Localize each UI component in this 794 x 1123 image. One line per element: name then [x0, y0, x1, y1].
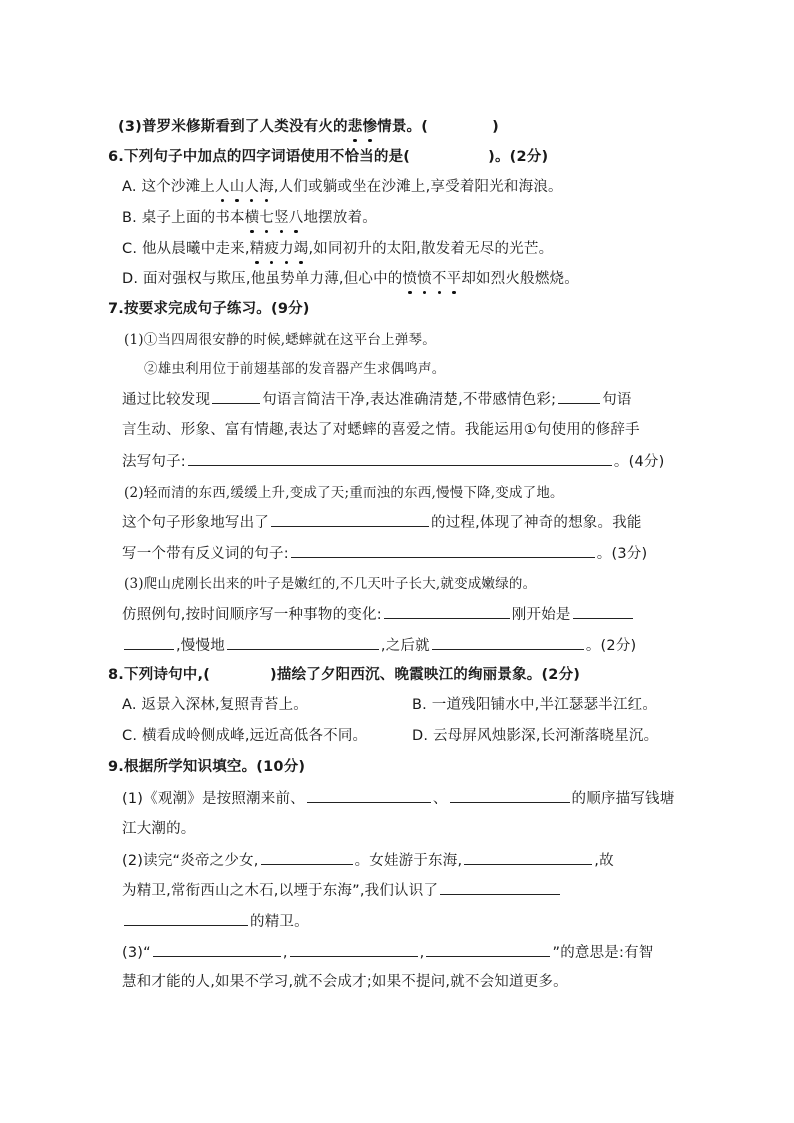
dotted-char: 海	[259, 179, 274, 195]
q7-line-4	[122, 512, 642, 533]
q7-p4a: 这个句子形象地写出了	[122, 515, 269, 531]
q7-p7c: 。(2分)	[585, 638, 637, 654]
q9-title: 9.根据所学知识填空。(10分)	[108, 759, 306, 775]
q7-line-3	[122, 451, 664, 472]
q6-d-post: 却如烈火般燃烧。	[461, 271, 579, 287]
q7-p3b: 。(4分)	[613, 454, 665, 470]
q9-line-4	[122, 880, 562, 901]
q5-item3-rest: 情景。(	[377, 119, 429, 135]
dotted-char: 竖	[274, 210, 289, 226]
answer-blank[interactable]	[440, 880, 560, 895]
dotted-char: 竭	[293, 241, 309, 257]
q7-p4b: 的过程,体现了神奇的想象。我能	[431, 515, 642, 531]
dotted-char: 不	[431, 271, 447, 287]
q9-l3b: 。女娃游于东海,	[354, 853, 463, 869]
q7-p7b: ,之后就	[380, 638, 430, 654]
answer-blank[interactable]	[450, 788, 570, 803]
dotted-char: 七	[259, 210, 275, 226]
q6-stem-a: 6.下列句子中加点的四字词语使用不恰当的是(	[108, 149, 411, 165]
q7-p6b: 刚开始是	[511, 607, 571, 623]
q9-line-3	[122, 850, 614, 871]
answer-blank[interactable]	[227, 635, 379, 650]
answer-blank[interactable]	[261, 850, 353, 865]
q6-c-post: ,如同初升的太阳,散发着无尽的光芒。	[308, 241, 554, 257]
q8-option-a: A. 返景入深林,复照青苔上。	[122, 697, 308, 713]
answer-blank[interactable]	[271, 512, 429, 527]
q8-option-c: C. 横看成岭侧成峰,远近高低各不同。	[122, 728, 368, 744]
answer-blank[interactable]	[573, 604, 633, 619]
dotted-char: 八	[288, 210, 304, 226]
answer-blank[interactable]	[464, 850, 592, 865]
q9-l4a: 为精卫,常衔西山之木石,以堙于东海”,我们认识了	[122, 883, 439, 899]
answer-blank[interactable]	[212, 389, 260, 404]
q8-stem-a: 8.下列诗句中,(	[108, 667, 211, 683]
q7-sentence-1b: ②雄虫利用位于前翅基部的发音器产生求偶鸣声。	[144, 361, 446, 377]
q7-line-6	[122, 604, 635, 625]
answer-blank[interactable]	[124, 635, 174, 650]
dotted-char: 人	[214, 179, 230, 195]
q7-p1a: 通过比较发现	[122, 392, 211, 408]
q7-line-5	[122, 543, 647, 564]
q6-a-post: ,人们或躺或坐在沙滩上,享受着阳光和海浪。	[273, 179, 563, 195]
q6-stem-b: )。(2分)	[488, 149, 549, 165]
q8-option-d: D. 云母屏风烛影深,长河渐落晓星沉。	[412, 728, 659, 744]
q9-l1b: 、	[432, 791, 448, 807]
answer-blank[interactable]	[432, 635, 584, 650]
q7-p1b: 句语言简洁干净,表达准确清楚,不带感情色彩;	[262, 392, 557, 408]
q6-b-pre: B. 桌子上面的书本	[122, 210, 245, 226]
q7-p5b: 。(3分)	[596, 546, 648, 562]
dotted-char: 山	[229, 179, 245, 195]
q6-d-pre: D. 面对强权与欺压,他虽势单力薄,但心中的	[122, 271, 403, 287]
q6-b-post: 地摆放着。	[303, 210, 377, 226]
q6-c-pre: C. 他从晨曦中走来,	[122, 241, 250, 257]
q7-p1c: 句语	[602, 392, 632, 408]
answer-blank[interactable]	[153, 942, 281, 957]
q8-option-b: B. 一道残阳铺水中,半江瑟瑟半江红。	[412, 697, 658, 713]
q9-l6b: ,	[282, 945, 288, 961]
dotted-char: 平	[446, 271, 462, 287]
q7-line-2: 言生动、形象、富有情趣,表达了对蟋蟀的喜爱之情。我能运用①句使用的修辞手	[122, 422, 640, 438]
q7-p5a: 写一个带有反义词的句子:	[122, 546, 289, 562]
q7-sentence-1a: (1)①当四周很安静的时候,蟋蟀就在这平台上弹琴。	[124, 332, 436, 348]
q9-l6c: ,	[419, 945, 425, 961]
q9-l1a: (1)《观潮》是按照潮来前、	[122, 791, 305, 807]
q7-sentence-2: (2)轻而清的东西,缓缓上升,变成了天;重而浊的东西,慢慢下降,变成了地。	[124, 485, 564, 501]
q6-option-a	[122, 177, 563, 197]
answer-blank[interactable]	[307, 788, 431, 803]
q7-line-7	[122, 635, 636, 656]
dotted-char: 愤	[402, 271, 418, 287]
dotted-char: 力	[279, 241, 294, 257]
q5-item3	[118, 117, 499, 137]
q9-line-6	[122, 942, 653, 963]
dotted-char: 精	[249, 241, 265, 257]
q9-line-2: 江大潮的。	[122, 821, 196, 837]
q9-l1c: 的顺序描写钱塘	[571, 791, 675, 807]
dotted-char: 惨	[362, 119, 378, 135]
q9-line-5	[122, 911, 309, 932]
q5-item3-close: )	[492, 119, 499, 135]
q6-option-d	[122, 269, 579, 289]
answer-blank[interactable]	[291, 543, 595, 558]
q5-item3-text: (3)普罗米修斯看到了人类没有火的	[118, 119, 348, 135]
q9-l6d: ”的意思是:有智	[552, 945, 654, 961]
q6-a-pre: A. 这个沙滩上	[122, 179, 215, 195]
q8-stem	[108, 665, 580, 685]
q9-l3a: (2)读完“炎帝之少女,	[122, 853, 259, 869]
q7-p3a: 法写句子:	[122, 454, 186, 470]
dotted-char: 横	[244, 210, 260, 226]
answer-blank[interactable]	[188, 451, 612, 466]
q9-l3c: ,故	[594, 853, 614, 869]
answer-blank[interactable]	[426, 942, 550, 957]
q7-p7a: ,慢慢地	[176, 638, 225, 654]
answer-blank[interactable]	[290, 942, 418, 957]
q9-l5: 的精卫。	[250, 914, 309, 930]
q9-line-1	[122, 788, 674, 809]
answer-blank[interactable]	[558, 389, 600, 404]
q6-option-c	[122, 239, 553, 259]
q7-title: 7.按要求完成句子练习。(9分)	[108, 301, 310, 317]
answer-blank[interactable]	[384, 604, 510, 619]
q7-line-1	[122, 389, 632, 410]
q7-sentence-3: (3)爬山虎刚长出来的叶子是嫩红的,不几天叶子长大,就变成嫩绿的。	[124, 576, 537, 592]
q9-l6a: (3)“	[122, 945, 151, 961]
dotted-char: 疲	[264, 241, 280, 257]
dotted-char: 人	[244, 179, 260, 195]
dotted-char: 悲	[347, 119, 363, 135]
q9-line-7: 慧和才能的人,如果不学习,就不会成才;如果不提问,就不会知道更多。	[122, 974, 568, 990]
answer-blank[interactable]	[124, 911, 248, 926]
q6-option-b	[122, 208, 377, 228]
q6-stem	[108, 147, 548, 167]
q8-stem-b: )描绘了夕阳西沉、晚霞映江的绚丽景象。(2分)	[270, 667, 581, 683]
dotted-char: 愤	[417, 271, 432, 287]
q7-p6a: 仿照例句,按时间顺序写一种事物的变化:	[122, 607, 382, 623]
